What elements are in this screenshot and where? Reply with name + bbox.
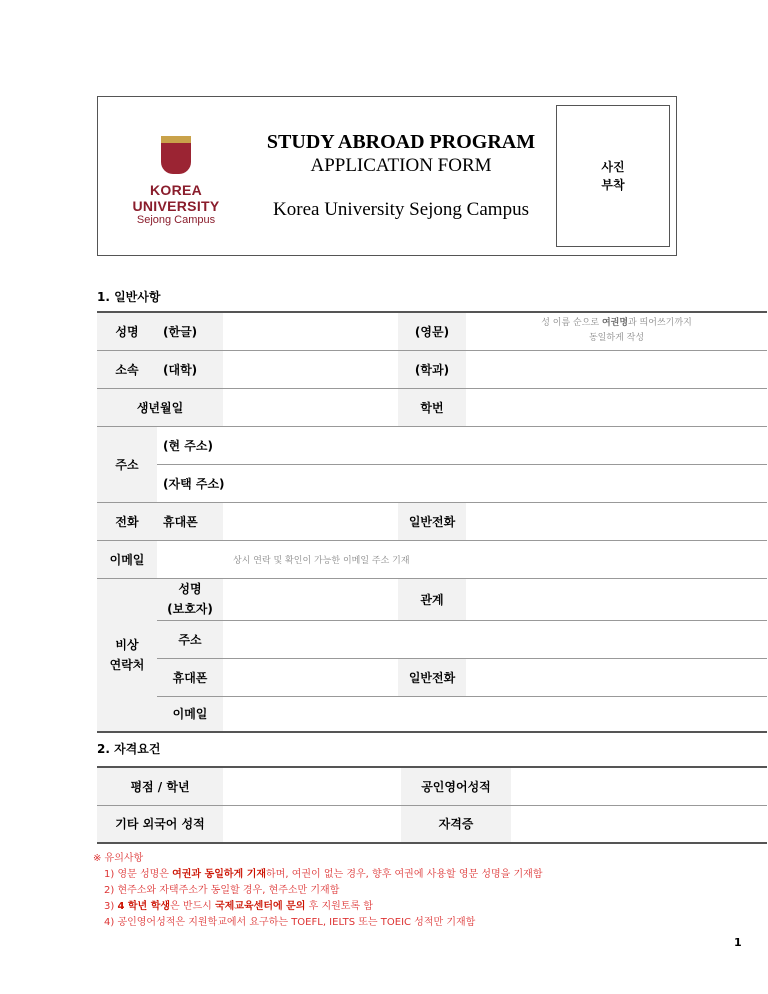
title-line-3: Korea University Sejong Campus (273, 199, 529, 220)
birthdate-label: 생년월일 (97, 388, 223, 426)
guardian-email-field[interactable] (223, 696, 767, 732)
page-number: 1 (734, 936, 742, 949)
table-row (97, 696, 767, 732)
gpa-label: 평점 / 학년 (97, 767, 223, 805)
crest-icon (161, 136, 191, 174)
notes-heading: ※ 유의사항 (93, 853, 144, 864)
relation-field[interactable] (466, 578, 767, 620)
student-id-label: 학번 (398, 388, 466, 426)
section-1-title: 1. 일반사항 (97, 290, 161, 304)
name-eng-label: (영문) (398, 312, 466, 350)
college-label: (대학) (157, 350, 223, 388)
table-row (97, 312, 767, 350)
university-logo (105, 136, 247, 226)
department-field[interactable] (466, 350, 767, 388)
certificate-field[interactable] (511, 805, 767, 843)
guardian-address-field[interactable] (223, 620, 767, 658)
email-label: 이메일 (97, 540, 157, 578)
affiliation-label: 소속 (97, 350, 157, 388)
email-field[interactable] (157, 540, 767, 578)
title-line-2: APPLICATION FORM (310, 155, 492, 176)
photo-label-1: 사진 (601, 160, 625, 174)
table-row (97, 805, 767, 843)
logo-campus-name: Sejong Campus (136, 214, 216, 226)
title-line-1: STUDY ABROAD PROGRAM (266, 131, 536, 153)
note-1: 1) 영문 성명은 여권과 동일하게 기재하며, 여권이 없는 경우, 향후 여권에 사용할 영문 성명을 기재함 (104, 869, 543, 880)
table-row (97, 767, 767, 805)
guardian-landline-field[interactable] (466, 658, 767, 696)
table-row (97, 578, 767, 620)
guardian-email-label: 이메일 (157, 696, 223, 732)
address-label: 주소 (97, 426, 157, 502)
gpa-field[interactable] (223, 767, 401, 805)
emergency-contact-label: 비상 연락처 (97, 578, 157, 732)
note-3: 3) 4 학년 학생은 반드시 국제교육센터에 문의 후 지원토록 함 (104, 901, 373, 912)
name-kor-field[interactable] (223, 312, 398, 350)
table-row (97, 502, 767, 540)
notes-block (93, 851, 542, 931)
college-field[interactable] (223, 350, 398, 388)
guardian-landline-label: 일반전화 (398, 658, 466, 696)
other-language-label: 기타 외국어 성적 (97, 805, 223, 843)
guardian-mobile-field[interactable] (223, 658, 398, 696)
landline-label: 일반전화 (398, 502, 466, 540)
note-2: 2) 현주소와 자택주소가 동일할 경우, 현주소만 기재함 (104, 885, 340, 896)
other-language-field[interactable] (223, 805, 401, 843)
home-address-field[interactable] (157, 464, 767, 502)
current-address-label: (현 주소) (163, 438, 213, 453)
email-hint: 상시 연락 및 확인이 가능한 이메일 주소 기재 (233, 555, 410, 566)
student-id-field[interactable] (466, 388, 767, 426)
department-label: (학과) (398, 350, 466, 388)
mobile-field[interactable] (223, 502, 398, 540)
photo-label-2: 부착 (601, 178, 625, 192)
table-row (97, 388, 767, 426)
table-row (97, 426, 767, 464)
relation-label: 관계 (398, 578, 466, 620)
guardian-name-field[interactable] (223, 578, 398, 620)
certificate-label: 자격증 (401, 805, 511, 843)
note-4: 4) 공인영어성적은 지원학교에서 요구하는 TOEFL, IELTS 또는 TOEIC 성적만 기재함 (104, 917, 476, 928)
name-label: 성명 (97, 312, 157, 350)
form-title (252, 130, 550, 222)
logo-university-name: KOREA UNIVERSITY (132, 182, 220, 214)
current-address-field[interactable] (157, 426, 767, 464)
guardian-name-label: 성명 (보호자) (157, 578, 223, 620)
photo-attach-box[interactable] (556, 105, 670, 247)
table-row (97, 620, 767, 658)
table-row (97, 350, 767, 388)
qualifications-table (97, 766, 767, 844)
landline-field[interactable] (466, 502, 767, 540)
english-score-field[interactable] (511, 767, 767, 805)
mobile-label: 휴대폰 (157, 502, 223, 540)
name-eng-field[interactable]: 성 이름 순으로 여권명과 띄어쓰기까지 동일하게 작성 (466, 312, 767, 350)
table-row (97, 658, 767, 696)
table-row (97, 464, 767, 502)
phone-label: 전화 (97, 502, 157, 540)
section-2-title: 2. 자격요건 (97, 742, 161, 756)
name-kor-label: (한글) (157, 312, 223, 350)
home-address-label: (자택 주소) (163, 476, 225, 491)
english-score-label: 공인영어성적 (401, 767, 511, 805)
table-row (97, 540, 767, 578)
guardian-mobile-label: 휴대폰 (157, 658, 223, 696)
guardian-address-label: 주소 (157, 620, 223, 658)
birthdate-field[interactable] (223, 388, 398, 426)
general-info-table (97, 311, 767, 733)
